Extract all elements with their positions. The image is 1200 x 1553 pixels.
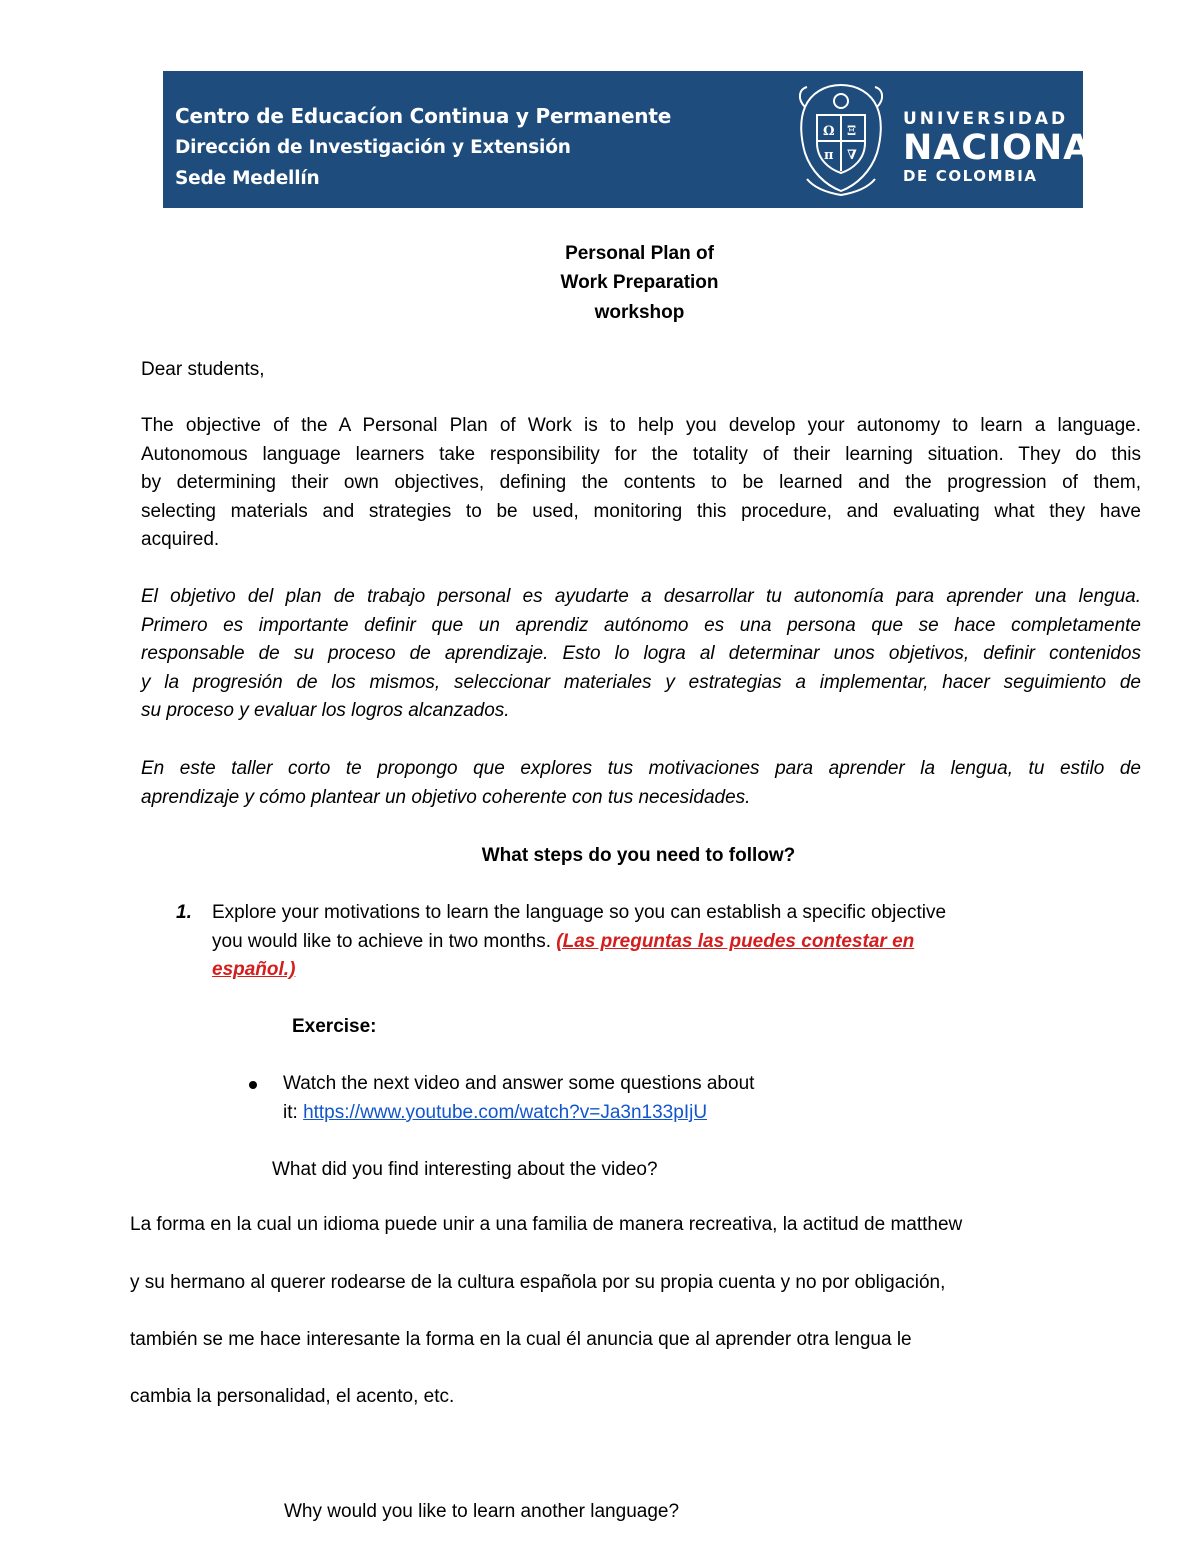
step-1-spanish-note: (Las preguntas las puedes contestar en	[556, 931, 915, 952]
steps-heading: What steps do you need to follow?	[481, 845, 796, 866]
step-1-number: 1.	[176, 902, 192, 923]
title-line-3: workshop	[594, 302, 685, 323]
university-line-2: NACIONAL	[903, 128, 1115, 168]
question-2: Why would you like to learn another language?	[284, 1501, 680, 1522]
step-1-line-2-text: you would like to achieve in two months.	[212, 931, 557, 952]
paragraph-spanish-line: y la progresión de los mismos, seleccionar materiales y estrategias a implementar, hacer seguimiento de	[141, 671, 1141, 693]
paragraph-spanish-workshop	[141, 755, 1141, 812]
university-name	[903, 109, 1115, 185]
paragraph-english-line: acquired.	[141, 529, 220, 550]
bullet-line-1: Watch the next video and answer some questions about	[283, 1073, 755, 1094]
paragraph-english	[141, 412, 1141, 555]
university-line-3: DE COLOMBIA	[903, 167, 1038, 185]
paragraph-spanish-line: El objetivo del plan de trabajo personal es ayudarte a desarrollar tu autonomía para aprender una lengua.	[141, 586, 1141, 607]
bullet-icon	[249, 1081, 257, 1089]
answer-line-3: también se me hace interesante la forma en la cual él anuncia que al aprender otra lengua le	[130, 1329, 912, 1350]
paragraph-spanish-line: responsable de su proceso de aprendizaje. Esto lo logra al determinar unos objetivos, definir contenidos	[141, 643, 1141, 664]
svg-text:Ξ: Ξ	[847, 124, 857, 139]
step-1-line-1: Explore your motivations to learn the language so you can establish a specific objective	[212, 902, 947, 923]
university-line-1: UNIVERSIDAD	[903, 109, 1069, 129]
institution-line-2: Dirección de Investigación y Extensión	[175, 137, 571, 158]
step-1-line-2	[212, 927, 914, 956]
step-1-spanish-note-end: español.)	[212, 959, 296, 980]
answer-line-1: La forma en la cual un idioma puede unir a una familia de manera recreativa, la actitud de matthew	[130, 1214, 963, 1235]
paragraph-english-line: Autonomous language learners take responsibility for the totality of their learning situation. They do this	[141, 443, 1141, 465]
paragraph-english-line: The objective of the A Personal Plan of Work is to help you develop your autonomy to learn a language.	[141, 415, 1141, 436]
title-line-1: Personal Plan of	[565, 243, 714, 264]
video-link[interactable]: https://www.youtube.com/watch?v=Ja3n133pIjU	[303, 1102, 708, 1123]
paragraph-english-line: selecting materials and strategies to be used, monitoring this procedure, and evaluating what they have	[141, 500, 1141, 522]
university-seal-icon	[795, 79, 887, 197]
answer-line-2: y su hermano al querer rodearse de la cultura española por su propia cuenta y no por obligación,	[130, 1272, 946, 1293]
exercise-label: Exercise:	[292, 1016, 377, 1037]
step-1-line-3	[212, 955, 295, 984]
paragraph-spanish-line: Primero es importante definir que un aprendiz autónomo es una persona que se hace completamente	[141, 614, 1141, 636]
bullet-link-prefix: it:	[283, 1102, 304, 1123]
question-1: What did you find interesting about the video?	[272, 1159, 658, 1180]
svg-text:∇: ∇	[847, 148, 857, 163]
paragraph-spanish	[141, 583, 1141, 726]
svg-text:π: π	[824, 148, 834, 163]
institution-line-1: Centro de Educacíon Continua y Permanente	[175, 104, 672, 128]
greeting: Dear students,	[141, 359, 265, 380]
title-line-2: Work Preparation	[560, 272, 719, 293]
bullet-line-2	[283, 1098, 707, 1127]
paragraph-spanish-line: su proceso y evaluar los logros alcanzados.	[141, 700, 510, 721]
paragraph-spanish-workshop-line: En este taller corto te propongo que explores tus motivaciones para aprender la lengua, tu estilo de	[141, 758, 1141, 779]
header-banner	[163, 71, 1115, 208]
paragraph-english-line: by determining their own objectives, defining the contents to be learned and the progression of them,	[141, 472, 1141, 493]
svg-text:Ω: Ω	[823, 124, 835, 139]
institution-name	[175, 101, 671, 194]
paragraph-spanish-workshop-line: aprendizaje y cómo plantear un objetivo coherente con tus necesidades.	[141, 786, 751, 808]
institution-line-3: Sede Medellín	[175, 168, 320, 189]
answer-line-4: cambia la personalidad, el acento, etc.	[130, 1386, 455, 1407]
